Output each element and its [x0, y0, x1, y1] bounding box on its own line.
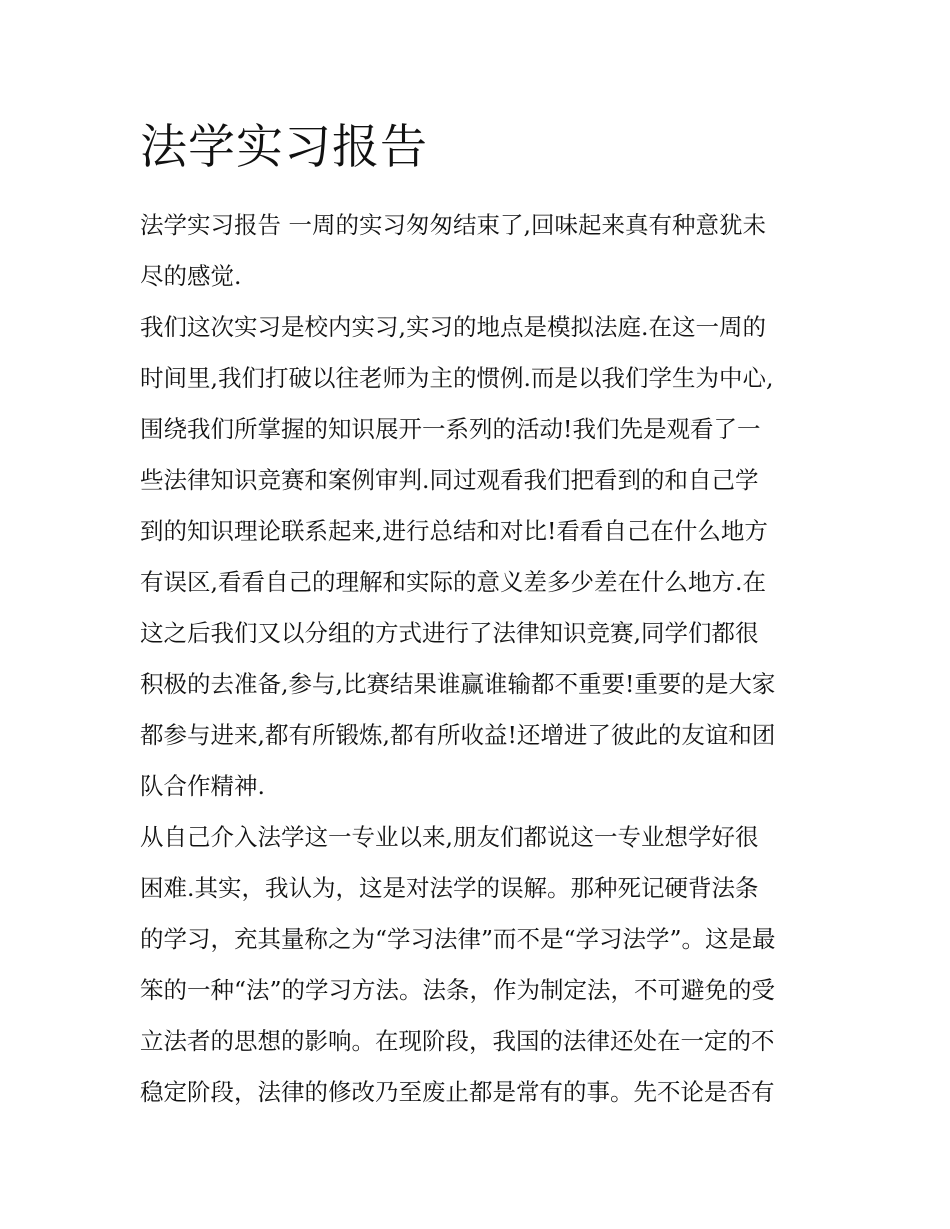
document-page	[140, 118, 820, 1118]
paragraph-2	[140, 302, 820, 812]
paragraph-line: 些法律知识竞赛和案例审判.同过观看我们把看到的和自己学	[140, 466, 759, 494]
paragraph-line: 都参与进来,都有所锻炼,都有所收益!还增进了彼此的友谊和团	[140, 721, 776, 749]
paragraph-line: 稳定阶段，法律的修改乃至废止都是常有的事。先不论是否有	[140, 1078, 775, 1106]
paragraph-line: 时间里,我们打破以往老师为主的惯例.而是以我们学生为中心,	[140, 364, 774, 392]
paragraph-line: 积极的去准备,参与,比赛结果谁赢谁输都不重要!重要的是大家	[140, 670, 776, 698]
document-title: 法学实习报告	[140, 120, 428, 175]
paragraph-line: 笨的一种“法”的学习方法。法条，作为制定法，不可避免的受	[140, 976, 776, 1004]
paragraph-line: 我们这次实习是校内实习,实习的地点是模拟法庭.在这一周的	[140, 313, 766, 341]
paragraph-line: 从自己介入法学这一专业以来,朋友们都说这一专业想学好很	[140, 823, 759, 851]
paragraph-line: 的学习，充其量称之为“学习法律”而不是“学习法学”。这是最	[140, 925, 776, 953]
paragraph-line: 有误区,看看自己的理解和实际的意义差多少差在什么地方.在	[140, 568, 766, 596]
paragraph-line: 尽的感觉.	[140, 262, 242, 290]
paragraph-line: 围绕我们所掌握的知识展开一系列的活动!我们先是观看了一	[140, 415, 761, 443]
paragraph-line: 这之后我们又以分组的方式进行了法律知识竞赛,同学们都很	[140, 619, 759, 647]
paragraph-line: 法学实习报告 一周的实习匆匆结束了,回味起来真有种意犹未	[140, 211, 766, 239]
paragraph-line: 立法者的思想的影响。在现阶段，我国的法律还处在一定的不	[140, 1027, 775, 1055]
paragraph-line: 困难.其实，我认为，这是对法学的误解。那种死记硬背法条	[140, 874, 759, 902]
paragraph-line: 到的知识理论联系起来,进行总结和对比!看看自己在什么地方	[140, 517, 768, 545]
paragraph-1	[140, 200, 820, 302]
paragraph-line: 队合作精神.	[140, 772, 265, 800]
paragraph-3	[140, 812, 820, 1118]
